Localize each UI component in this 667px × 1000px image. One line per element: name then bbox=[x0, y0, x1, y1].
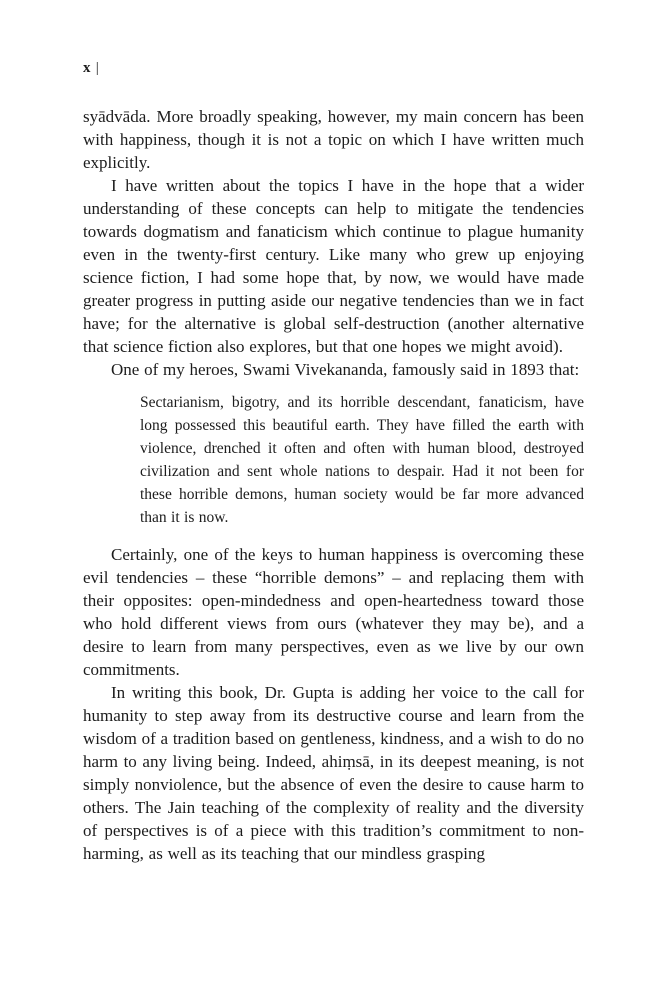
header-separator: | bbox=[95, 60, 99, 76]
body-text bbox=[83, 105, 584, 865]
running-header bbox=[83, 60, 584, 76]
body-paragraph: syādvāda. More broadly speaking, however, my main concern has been with happiness, though it is not a topic on which I have written much explicitly. bbox=[83, 107, 584, 172]
body-paragraph: One of my heroes, Swami Vivekananda, famously said in 1893 that: bbox=[111, 360, 580, 379]
body-paragraph: Certainly, one of the keys to human happiness is overcoming these evil tendencies – these “horrible demons” – and replacing them with their opposites: open-mindedness and open-heartedness toward those who hold different views from ours (whatever they may be), and a desire to learn from many perspectives, even as we live by our own commitments. bbox=[83, 545, 584, 679]
page-number: x bbox=[83, 60, 91, 76]
vivekananda-block-quote: Sectarianism, bigotry, and its horrible descendant, fanaticism, have long possessed this beautiful earth. They have filled the earth with violence, drenched it often and often with human blood, destroyed civilization and sent whole nations to despair. Had it not been for these horrible demons, human society would be far more advanced than it is now. bbox=[140, 394, 584, 526]
body-paragraph: I have written about the topics I have in the hope that a wider understanding of these concepts can help to mitigate the tendencies towards dogmatism and fanaticism which continue to plague humanity even in the twenty-first century. Like many who grew up enjoying science fiction, I had some hope that, by now, we would have made greater progress in putting aside our negative tendencies than we in fact have; for the alternative is global self-destruction (another alternative that science fiction also explores, but that one hopes we might avoid). bbox=[83, 176, 584, 356]
text-column bbox=[83, 0, 584, 865]
body-paragraph: In writing this book, Dr. Gupta is adding her voice to the call for humanity to step away from its destructive course and learn from the wisdom of a tradition based on gentleness, kindness, and a wish to do no harm to any living being. Indeed, ahiṃsā, in its deepest meaning, is not simply nonviolence, but the absence of even the desire to cause harm to others. The Jain teaching of the complexity of reality and the diversity of perspectives is of a piece with this tradition’s commitment to non-harming, as well as its teaching that our mindless grasping bbox=[83, 683, 584, 863]
